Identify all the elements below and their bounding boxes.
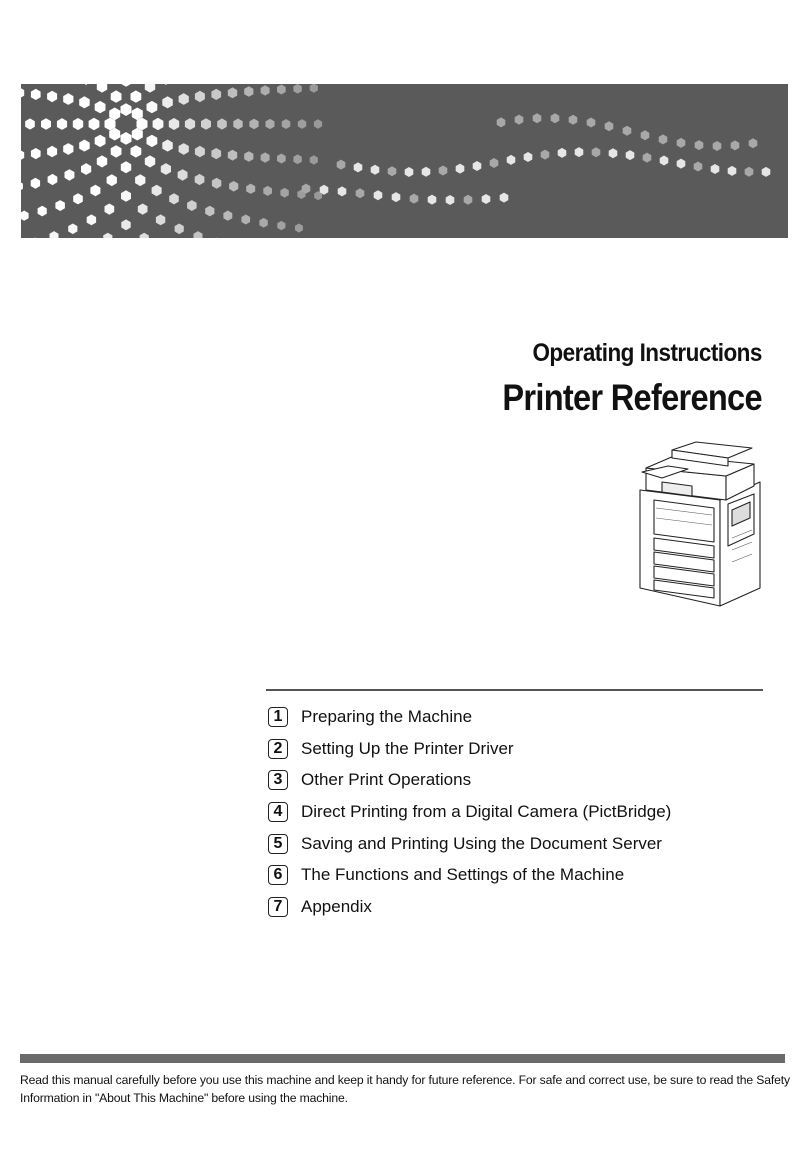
chapter-title: Appendix xyxy=(301,896,372,916)
toc-item-6[interactable] xyxy=(268,859,768,891)
toc-item-4[interactable] xyxy=(268,796,768,828)
title-block xyxy=(467,336,762,422)
chapter-number-badge: 6 xyxy=(268,865,288,885)
printer-illustration xyxy=(632,438,764,610)
safety-notice: Read this manual carefully before you use this machine and keep it handy for future reference. For safe and correct use, be sure to read the Safety Information in "About This Machine" before using the machine. xyxy=(20,1073,790,1105)
chapter-number-badge: 4 xyxy=(268,802,288,822)
chapter-title: Setting Up the Printer Driver xyxy=(301,738,514,758)
chapter-title: Saving and Printing Using the Document Server xyxy=(301,833,662,853)
toc-item-1[interactable] xyxy=(268,701,768,733)
chapter-number-badge: 2 xyxy=(268,739,288,759)
toc-item-5[interactable] xyxy=(268,828,768,860)
chapter-title: Preparing the Machine xyxy=(301,706,473,726)
toc-item-3[interactable] xyxy=(268,764,768,796)
table-of-contents xyxy=(268,701,768,923)
chapter-title: Direct Printing from a Digital Camera (PictBridge) xyxy=(301,801,672,821)
chapter-title: Other Print Operations xyxy=(301,770,472,790)
toc-item-7[interactable] xyxy=(268,891,768,923)
footer-bar xyxy=(20,1054,785,1063)
document-title: Printer Reference xyxy=(502,377,762,418)
cover-banner xyxy=(21,84,788,238)
dotted-pattern-graphic xyxy=(21,84,788,238)
chapter-number-badge: 1 xyxy=(268,707,288,727)
toc-divider xyxy=(266,689,763,691)
chapter-title: The Functions and Settings of the Machine xyxy=(301,865,625,885)
toc-item-2[interactable] xyxy=(268,733,768,765)
chapter-number-badge: 5 xyxy=(268,834,288,854)
chapter-number-badge: 7 xyxy=(268,897,288,917)
document-subtitle: Operating Instructions xyxy=(532,339,762,367)
chapter-number-badge: 3 xyxy=(268,770,288,790)
